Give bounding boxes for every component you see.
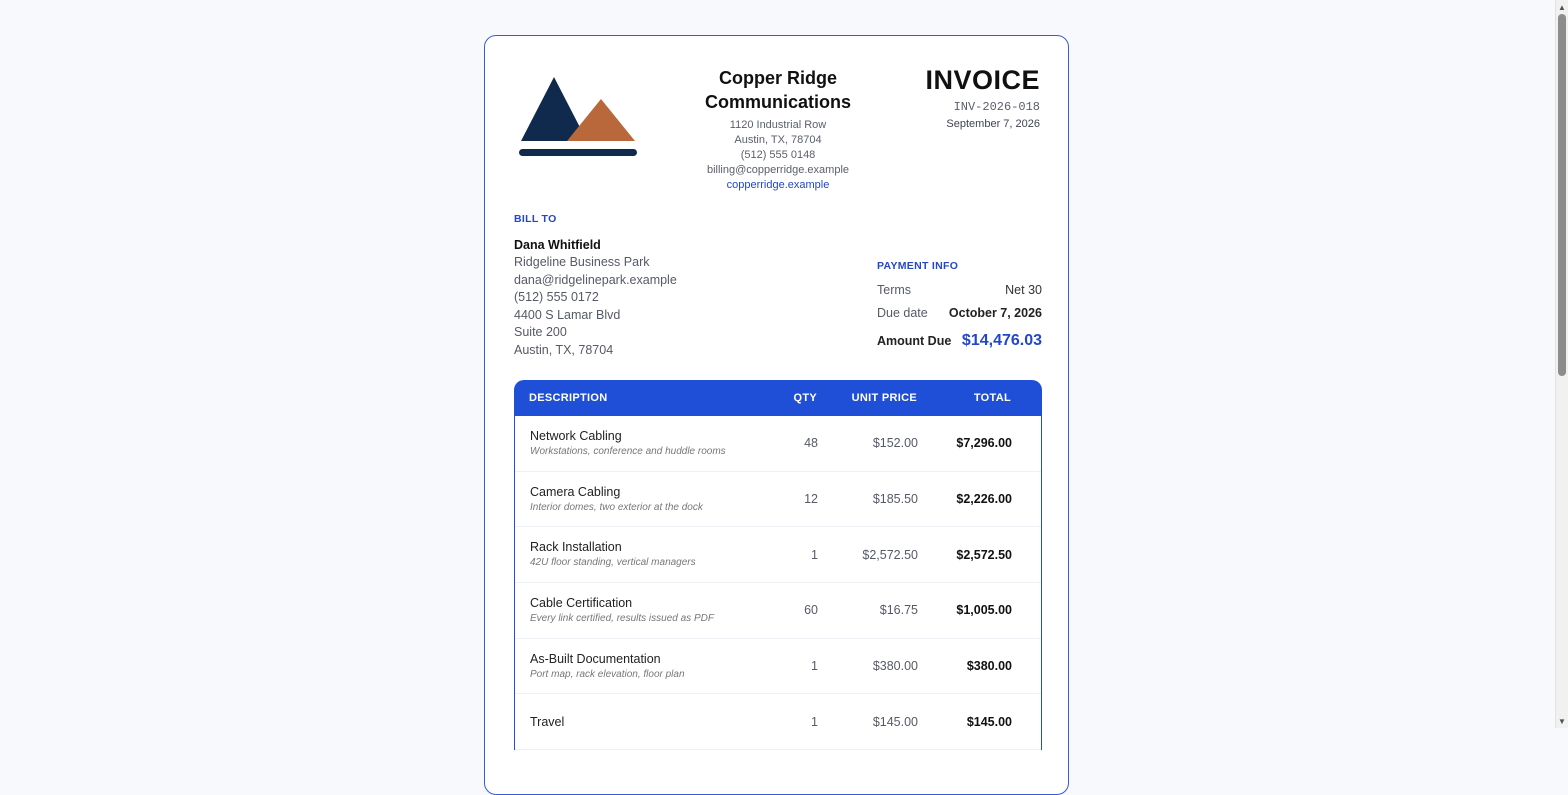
table-header bbox=[514, 380, 1042, 416]
company-address-line2: Austin, TX, 78704 bbox=[734, 133, 822, 146]
payment-info-section bbox=[877, 260, 1042, 350]
item-total: $380.00 bbox=[966, 659, 1012, 674]
company-email: billing@copperridge.example bbox=[706, 163, 850, 176]
amount-due-value: $14,476.03 bbox=[961, 332, 1042, 349]
item-name: Camera Cabling bbox=[530, 484, 621, 499]
company-phone: (512) 555 0148 bbox=[740, 149, 816, 161]
table-body bbox=[514, 416, 1042, 750]
invoice-title: INVOICE bbox=[925, 65, 1040, 95]
item-qty: 1 bbox=[811, 659, 818, 674]
bill-to-name: Dana Whitfield bbox=[514, 238, 601, 252]
item-total: $7,296.00 bbox=[956, 436, 1012, 451]
terms-value: Net 30 bbox=[1005, 283, 1042, 297]
due-date-value: October 7, 2026 bbox=[948, 306, 1042, 320]
line-items-table bbox=[514, 380, 1042, 750]
scroll-up-arrow-icon[interactable]: ▲ bbox=[1558, 2, 1566, 12]
bill-to-label: BILL TO bbox=[514, 213, 557, 225]
item-qty: 48 bbox=[804, 436, 818, 451]
item-total: $2,226.00 bbox=[956, 492, 1012, 507]
item-unit-price: $152.00 bbox=[872, 436, 918, 451]
bill-to-section bbox=[514, 213, 677, 359]
amount-due-row bbox=[877, 332, 1042, 350]
item-unit-price: $185.50 bbox=[872, 492, 918, 507]
item-unit-price: $380.00 bbox=[872, 659, 918, 674]
item-qty: 12 bbox=[804, 492, 818, 507]
item-name: Rack Installation bbox=[530, 540, 622, 555]
item-name: Cable Certification bbox=[530, 595, 633, 610]
item-name: Network Cabling bbox=[530, 428, 622, 443]
item-name: As-Built Documentation bbox=[530, 651, 661, 666]
amount-due-label: Amount Due bbox=[877, 334, 952, 348]
payment-due-row bbox=[877, 306, 1042, 320]
item-unit-price: $145.00 bbox=[872, 714, 918, 729]
bill-to-company: Ridgeline Business Park bbox=[514, 255, 650, 269]
bill-to-address-line2: Suite 200 bbox=[514, 325, 567, 339]
company-address-line1: 1120 Industrial Row bbox=[729, 119, 827, 131]
item-total: $2,572.50 bbox=[956, 547, 1012, 562]
invoice-header bbox=[925, 64, 1040, 130]
invoice-number: INV-2026-018 bbox=[953, 100, 1040, 114]
item-description: Workstations, conference and huddle rooms bbox=[530, 445, 726, 457]
scrollbar-thumb[interactable] bbox=[1558, 14, 1566, 376]
item-total: $145.00 bbox=[966, 714, 1012, 729]
table-row bbox=[515, 583, 1041, 639]
header-unit-price: UNIT PRICE bbox=[851, 392, 917, 404]
due-date-label: Due date bbox=[877, 306, 928, 320]
bill-to-address-line3: Austin, TX, 78704 bbox=[514, 342, 614, 357]
item-total: $1,005.00 bbox=[956, 603, 1012, 618]
item-qty: 1 bbox=[811, 714, 818, 729]
company-logo bbox=[517, 74, 639, 160]
payment-terms-row bbox=[877, 283, 1042, 297]
item-qty: 1 bbox=[811, 547, 818, 562]
table-row bbox=[515, 694, 1041, 750]
bill-to-phone: (512) 555 0172 bbox=[514, 290, 599, 304]
header-qty: QTY bbox=[793, 392, 817, 404]
header-total: TOTAL bbox=[973, 392, 1011, 404]
table-row bbox=[515, 416, 1041, 472]
table-row bbox=[515, 527, 1041, 583]
invoice-card bbox=[484, 35, 1069, 795]
item-unit-price: $2,572.50 bbox=[862, 547, 918, 562]
item-description: 42U floor standing, vertical managers bbox=[530, 557, 696, 569]
item-description: Port map, rack elevation, floor plan bbox=[530, 668, 685, 680]
terms-label: Terms bbox=[877, 283, 912, 297]
page-scrollbar[interactable] bbox=[1555, 0, 1568, 728]
item-qty: 60 bbox=[804, 603, 818, 618]
bill-to-address-line1: 4400 S Lamar Blvd bbox=[514, 307, 621, 322]
header-description: DESCRIPTION bbox=[529, 392, 608, 404]
bill-to-email: dana@ridgelinepark.example bbox=[514, 272, 677, 287]
table-row bbox=[515, 639, 1041, 695]
company-website-link[interactable]: copperridge.example bbox=[726, 179, 830, 191]
item-description: Interior domes, two exterior at the dock bbox=[530, 501, 703, 513]
item-name: Travel bbox=[530, 714, 565, 729]
company-name: Copper Ridge Communications bbox=[704, 68, 851, 112]
table-row bbox=[515, 472, 1041, 528]
invoice-date: September 7, 2026 bbox=[946, 118, 1040, 130]
item-description: Every link certified, results issued as PDF bbox=[530, 612, 714, 624]
scroll-down-arrow-icon[interactable]: ▼ bbox=[1558, 716, 1566, 726]
payment-info-label: PAYMENT INFO bbox=[877, 260, 959, 272]
company-info bbox=[685, 66, 871, 193]
item-unit-price: $16.75 bbox=[879, 603, 918, 618]
